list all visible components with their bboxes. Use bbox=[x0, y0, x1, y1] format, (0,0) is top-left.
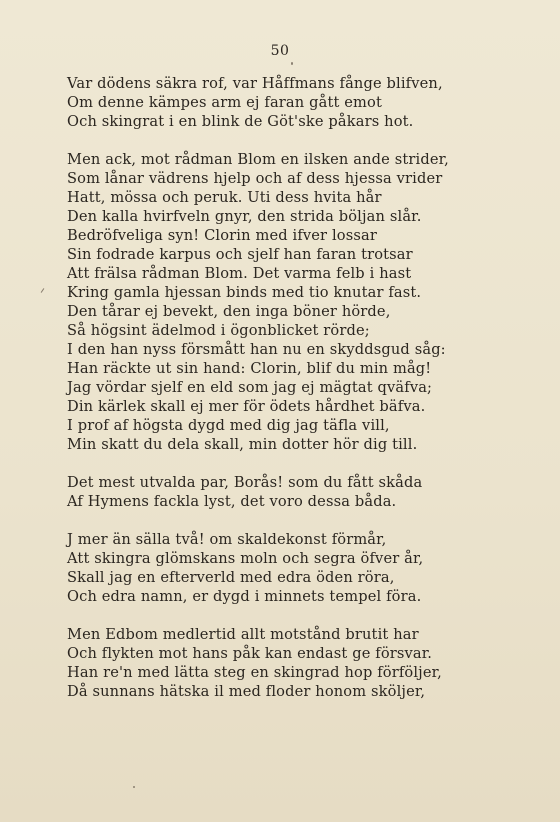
poem-line: Han räckte ut sin hand: Clorin, blif du min måg! bbox=[67, 360, 432, 377]
poem-line: Att skingra glömskans moln och segra öfver år, bbox=[67, 550, 424, 567]
poem-line: Och skingrat i en blink de Göt'ske påkars hot. bbox=[67, 113, 414, 130]
poem-line: I den han nyss försmått han nu en skyddsgud såg: bbox=[67, 341, 446, 358]
paper-speck bbox=[41, 288, 45, 293]
poem-line: Det mest utvalda par, Borås! som du fått skåda bbox=[67, 474, 423, 491]
poem-line: Sin fodrade karpus och sjelf han faran trotsar bbox=[67, 246, 413, 263]
poem-line: Den tårar ej bevekt, den inga böner hörde, bbox=[67, 303, 391, 320]
stanza-2 bbox=[67, 150, 527, 454]
poem-line: Så högsint ädelmod i ögonblicket rörde; bbox=[67, 322, 370, 339]
poem-line: Men Edbom medlertid allt motstånd brutit har bbox=[67, 626, 419, 643]
poem-line: Var dödens säkra rof, var Håffmans fånge blifven, bbox=[67, 75, 443, 92]
poem-line: Som lånar vädrens hjelp och af dess hjessa vrider bbox=[67, 170, 443, 187]
poem-line: Af Hymens fackla lyst, det voro dessa båda. bbox=[67, 493, 397, 510]
stanza-4 bbox=[67, 530, 527, 606]
poem-text bbox=[67, 74, 527, 720]
poem-line: Och edra namn, er dygd i minnets tempel föra. bbox=[67, 588, 422, 605]
poem-line: I prof af högsta dygd med dig jag täfla vill, bbox=[67, 417, 390, 434]
poem-line: Kring gamla hjessan binds med tio knutar fast. bbox=[67, 284, 422, 301]
poem-line: Min skatt du dela skall, min dotter hör dig till. bbox=[67, 436, 418, 453]
poem-line: Att frälsa rådman Blom. Det varma felb i hast bbox=[67, 265, 412, 282]
poem-line: Då sunnans hätska il med floder honom sköljer, bbox=[67, 683, 426, 700]
stanza-3 bbox=[67, 473, 527, 511]
poem-line: Skall jag en efterverld med edra öden röra, bbox=[67, 569, 395, 586]
poem-line: Bedröfveliga syn! Clorin med ifver lossar bbox=[67, 227, 377, 244]
stanza-5 bbox=[67, 625, 527, 701]
poem-line: Hatt, mössa och peruk. Uti dess hvita hår bbox=[67, 189, 382, 206]
stanza-1 bbox=[67, 74, 527, 131]
poem-line: Den kalla hvirfveln gnyr, den strida böljan slår. bbox=[67, 208, 422, 225]
poem-line: J mer än sälla två! om skaldekonst förmår, bbox=[67, 531, 387, 548]
paper-speck bbox=[133, 786, 135, 788]
poem-line: Han re'n med lätta steg en skingrad hop förföljer, bbox=[67, 664, 442, 681]
poem-line: Men ack, mot rådman Blom en ilsken ande strider, bbox=[67, 151, 449, 168]
poem-line: Din kärlek skall ej mer för ödets hårdhet bäfva. bbox=[67, 398, 426, 415]
poem-line: Om denne kämpes arm ej faran gått emot bbox=[67, 94, 382, 111]
page-number: 50 bbox=[270, 43, 290, 59]
paper-speck bbox=[291, 62, 293, 65]
poem-line: Och flykten mot hans påk kan endast ge försvar. bbox=[67, 645, 433, 662]
poem-line: Jag vördar sjelf en eld som jag ej mägtat qväfva; bbox=[67, 379, 433, 396]
